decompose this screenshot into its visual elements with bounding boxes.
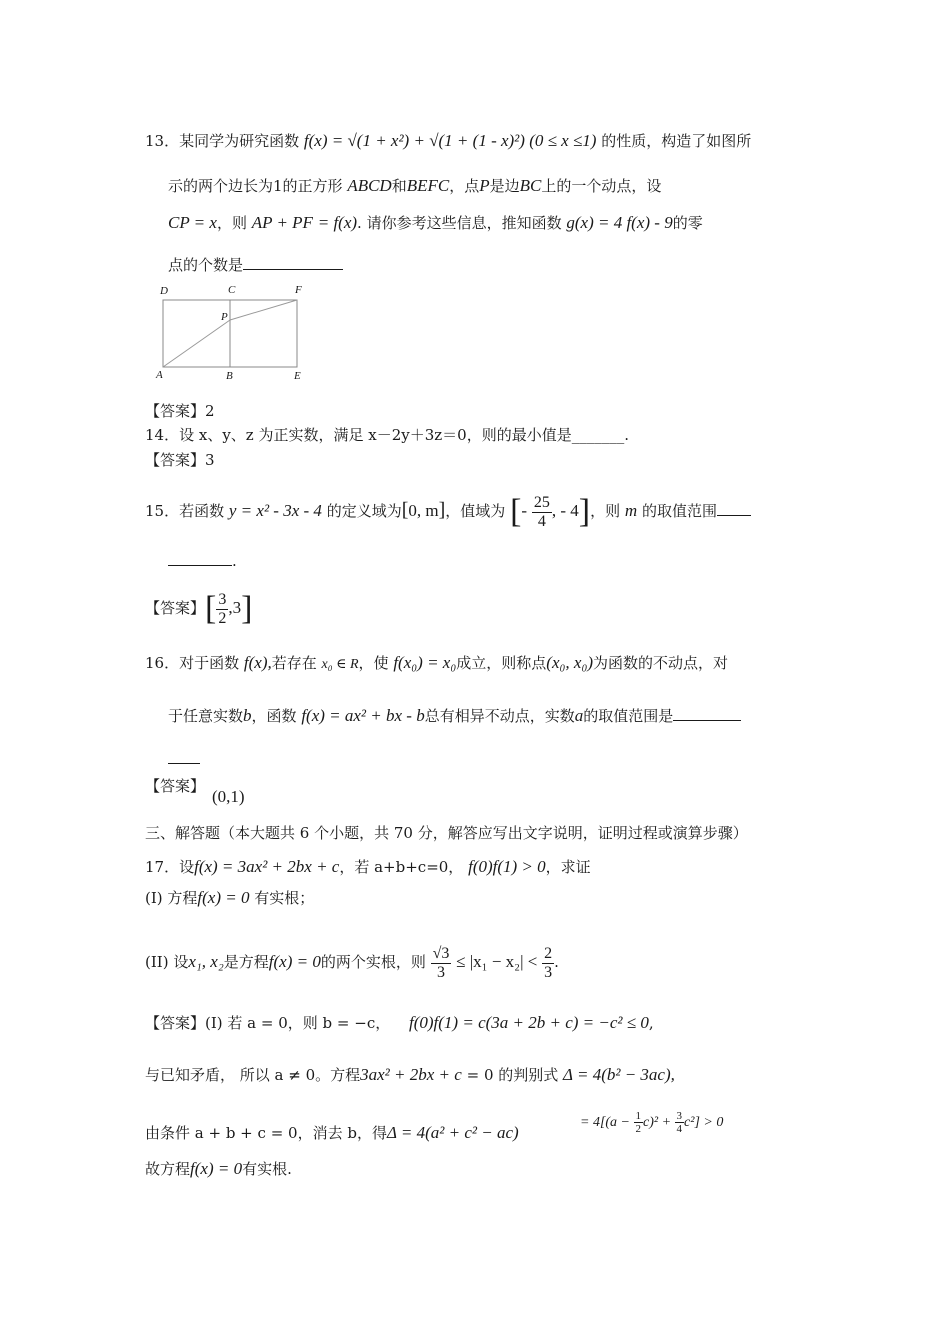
text: . <box>232 552 237 570</box>
math: Δ = 4(b² − 3ac), <box>563 1065 675 1084</box>
math: x₁, x₂ <box>188 952 224 971</box>
range-bracket-open: [ <box>510 493 522 530</box>
label-e: E <box>294 370 301 382</box>
math: f(x₀) = x₀ <box>393 653 457 672</box>
math: CP = x <box>168 213 217 232</box>
math: BC <box>519 176 542 195</box>
q16-answer-value-line <box>212 786 245 808</box>
q17-part1 <box>145 887 314 909</box>
label-a: A <box>156 369 163 381</box>
q17-answer-line2 <box>145 1064 675 1086</box>
text: 由条件 a + b + c = 0，消去 b，得 <box>145 1124 387 1142</box>
text: 是方程 <box>223 953 269 971</box>
text: 示的两个边长为1的正方形 <box>168 177 343 195</box>
denominator: 4 <box>537 512 546 530</box>
math: Δ = 4(a² + c² − ac) <box>386 1123 519 1142</box>
answer-label: 【答案】 <box>145 402 206 420</box>
answer-label: 【答案】 <box>145 777 206 795</box>
text: 的两个实根，则 <box>320 953 426 971</box>
math: , - 4 <box>551 501 579 520</box>
text: ，则 <box>216 214 247 232</box>
text: . <box>554 953 559 971</box>
math: BEFC <box>406 176 450 195</box>
text: 若存在 <box>271 654 317 672</box>
math: f(x) = 3ax² + 2bx + c <box>194 857 340 876</box>
answer-bracket-close: ] <box>241 590 253 627</box>
q14-line <box>145 424 629 446</box>
text: . 请你参考这些信息，推知函数 <box>357 214 562 232</box>
question-number: 15． <box>145 502 180 520</box>
q13-figure <box>150 282 320 382</box>
math: f(x) = 0 <box>197 888 250 907</box>
text: 总有相异不动点，实数 <box>424 707 575 725</box>
text: 17．设 <box>145 858 195 876</box>
q15-line2 <box>168 550 237 572</box>
numerator: 2 <box>544 944 553 962</box>
text: 和 <box>391 177 407 195</box>
answer-blank <box>673 706 741 721</box>
math: c²] > 0 <box>684 1115 724 1130</box>
answer-value: (0,1) <box>212 787 245 806</box>
text: 是边 <box>489 177 520 195</box>
math: f(x) = 0 <box>190 1159 243 1178</box>
denominator: 2 <box>218 609 227 627</box>
text: 为函数的不动点，对 <box>593 654 729 672</box>
math: m <box>624 501 638 520</box>
answer-label: 【答案】 <box>145 1014 206 1032</box>
math: y = x² - 3x - 4 <box>228 501 322 520</box>
text: ，值域为 <box>445 502 506 520</box>
text: 某同学为研究函数 <box>179 132 300 150</box>
answer-value: 2 <box>205 402 215 420</box>
q13-line2 <box>168 175 661 197</box>
math: a <box>574 706 584 725</box>
q17-answer-line1 <box>145 1012 654 1034</box>
math: f(x) = ax² + bx - b <box>301 706 425 725</box>
math: = 4[(a − <box>580 1115 634 1130</box>
math: b <box>243 706 252 725</box>
math: AP + PF <box>251 213 313 232</box>
answer-label: 【答案】 <box>145 451 206 469</box>
segment-pf <box>230 300 297 320</box>
text: 的零 <box>672 214 703 232</box>
text: 的取值范围是 <box>583 707 674 725</box>
math: - <box>521 501 528 520</box>
q17-answer-line4 <box>145 1158 292 1180</box>
answer-blank <box>168 749 200 764</box>
text: ，若 a+b+c=0， <box>339 858 464 876</box>
q16-line1 <box>145 652 728 676</box>
text: = 0 的判别式 <box>466 1066 559 1084</box>
fraction <box>431 945 452 982</box>
denominator: 2 <box>635 1123 642 1135</box>
text: 有实根； <box>254 889 315 907</box>
math: c)² + <box>643 1115 675 1130</box>
squares-diagram <box>150 282 320 382</box>
label-f: F <box>295 284 302 296</box>
text: 三、解答题（本大题共 6 个小题，共 70 分，解答应写出文字说明，证明过程或演算步骤） <box>145 824 748 842</box>
text: 的性质，构造了如图所 <box>601 132 752 150</box>
math: ≤ |x₁ − x₂| < <box>456 952 538 971</box>
fraction <box>542 945 554 982</box>
math: ABCD <box>347 176 392 195</box>
math: f(x) = 0 <box>268 952 321 971</box>
q13-answer <box>145 400 215 422</box>
q13-line1 <box>145 130 751 152</box>
text: 的取值范围 <box>641 502 717 520</box>
denominator: 4 <box>676 1123 683 1135</box>
range-bracket-close: ] <box>578 493 591 530</box>
fraction <box>216 591 228 628</box>
math: = f(x) <box>317 213 358 232</box>
numerator: 3 <box>676 1110 683 1122</box>
text: ，函数 <box>251 707 297 725</box>
fraction <box>634 1110 644 1135</box>
q13-line3 <box>168 212 703 234</box>
text: 上的一个动点，设 <box>541 177 662 195</box>
math: f(0)f(1) = c(3a + 2b + c) = −c² ≤ 0 <box>409 1013 649 1032</box>
q16-line3 <box>168 748 200 770</box>
text: 与已知矛盾， 所以 a ≠ 0。方程 <box>145 1066 361 1084</box>
answer-blank <box>717 501 751 516</box>
domain-bracket-close: ] <box>438 499 446 521</box>
label-c: C <box>228 284 236 296</box>
segment-ap <box>163 320 230 367</box>
answer-blank <box>168 551 232 566</box>
q17-part2 <box>145 940 559 984</box>
text: ，则 <box>590 502 621 520</box>
question-number: 16． <box>145 654 180 672</box>
math: f(0)f(1) > 0 <box>468 857 546 876</box>
text: (I) 若 a = 0，则 b = −c， <box>205 1014 391 1032</box>
math: x₀ ∈ R <box>321 657 359 672</box>
text: (I) 方程 <box>145 889 198 907</box>
text: 点的个数是 <box>168 256 244 274</box>
q16-answer <box>145 775 205 797</box>
q15-answer <box>145 586 252 631</box>
question-number: 13． <box>145 132 180 150</box>
math: 0, m <box>408 501 439 520</box>
numerator: 25 <box>533 493 550 511</box>
q17-line1 <box>145 856 591 878</box>
answer-label: 【答案】 <box>145 599 206 617</box>
label-b: B <box>226 370 233 382</box>
denominator: 3 <box>544 963 553 981</box>
denominator: 3 <box>437 963 446 981</box>
math: P <box>479 176 490 195</box>
label-d: D <box>160 285 168 297</box>
q13-line4 <box>168 254 343 276</box>
text: 对于函数 <box>179 654 240 672</box>
q15-line1 <box>145 490 751 532</box>
section-heading <box>145 822 748 844</box>
math-function: f(x) = √(1 + x²) + √(1 + (1 - x)²) (0 ≤ x ≤1) <box>303 131 597 150</box>
math: f(x), <box>243 653 272 672</box>
text: 若函数 <box>179 502 225 520</box>
text: ，使 <box>358 654 389 672</box>
text: 成立，则称点 <box>456 654 547 672</box>
numerator: 1 <box>635 1110 642 1122</box>
text: 14．设 x、y、z 为正实数，满足 x－2y＋3z＝0，则的最小值是_______. <box>145 426 629 444</box>
answer-blank <box>243 255 343 270</box>
answer-value: 3 <box>205 451 215 469</box>
text: 故方程 <box>145 1160 191 1178</box>
math: ,3 <box>228 598 242 617</box>
text: 于任意实数 <box>168 707 244 725</box>
math: (x₀, x₀) <box>546 653 594 672</box>
math: g(x) = 4 f(x) - 9 <box>566 213 673 232</box>
numerator: √3 <box>432 944 450 962</box>
label-p: P <box>221 311 228 323</box>
q14-answer <box>145 449 215 471</box>
q17-answer-line3-expansion <box>580 1105 723 1141</box>
numerator: 3 <box>218 590 227 608</box>
answer-bracket-open: [ <box>205 590 217 627</box>
text: ，求证 <box>545 858 591 876</box>
math: 3ax² + 2bx + c <box>360 1065 462 1084</box>
text: , <box>648 1014 654 1032</box>
fraction <box>675 1110 685 1135</box>
text: 有实根. <box>242 1160 292 1178</box>
domain-bracket-open: [ <box>401 499 409 521</box>
q16-line2 <box>168 705 741 727</box>
fraction <box>532 494 552 531</box>
text: (II) 设 <box>145 953 189 971</box>
q17-answer-line3 <box>145 1122 519 1144</box>
text: 的定义域为 <box>326 502 402 520</box>
text: ，点 <box>449 177 480 195</box>
